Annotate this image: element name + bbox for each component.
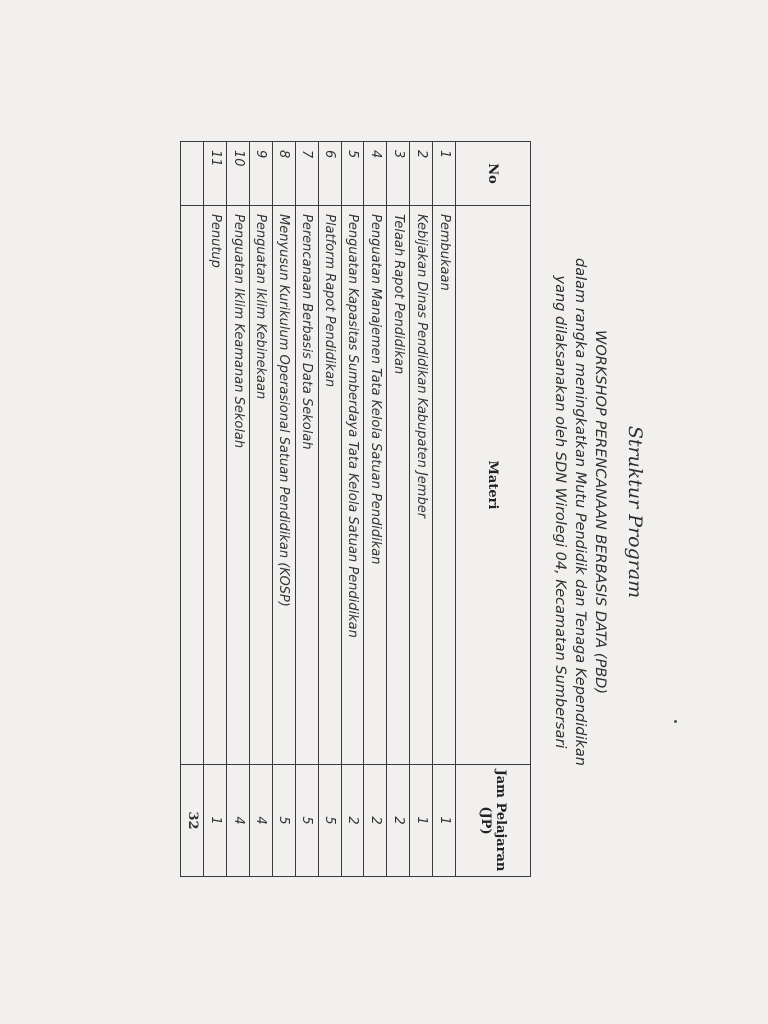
row-materi: Penguatan Manajemen Tata Kelola Satuan Pendidikan <box>364 206 387 765</box>
scan-speck <box>674 720 677 723</box>
subtitle-line-2: dalam rangka meningkatkan Mutu Pendidik dan Tenaga Kependidikan <box>572 258 588 766</box>
row-no: 7 <box>295 142 318 206</box>
table-row <box>341 142 364 877</box>
table-row <box>227 142 250 877</box>
row-materi: Perencanaan Berbasis Data Sekolah <box>295 206 318 765</box>
row-materi: Telaah Rapot Pendidikan <box>387 206 410 765</box>
row-materi: Penguatan Kapasitas Sumberdaya Tata Kelola Satuan Pendidikan <box>341 206 364 765</box>
total-empty-cell <box>181 142 204 206</box>
table-row <box>204 142 227 877</box>
row-jp: 4 <box>249 765 272 877</box>
row-no: 1 <box>433 142 456 206</box>
row-materi: Penguatan Iklim Keamanan Sekolah <box>227 206 250 765</box>
header-no: No <box>456 142 531 206</box>
total-empty-cell <box>181 206 204 765</box>
row-materi: Pembukaan <box>433 206 456 765</box>
table-row <box>249 142 272 877</box>
row-no: 11 <box>204 142 227 206</box>
row-no: 5 <box>341 142 364 206</box>
program-table <box>180 141 531 877</box>
document-title: Struktur Program <box>624 425 646 599</box>
row-jp: 2 <box>387 765 410 877</box>
table-row <box>295 142 318 877</box>
row-jp: 4 <box>227 765 250 877</box>
total-jp: 32 <box>181 765 204 877</box>
row-no: 8 <box>272 142 295 206</box>
row-jp: 1 <box>410 765 433 877</box>
row-no: 9 <box>249 142 272 206</box>
row-jp: 1 <box>204 765 227 877</box>
row-materi: Platform Rapot Pendidikan <box>318 206 341 765</box>
row-no: 2 <box>410 142 433 206</box>
row-no: 6 <box>318 142 341 206</box>
header-jp: Jam Pelajaran (JP) <box>456 765 531 877</box>
row-no: 3 <box>387 142 410 206</box>
table-row <box>364 142 387 877</box>
row-materi: Penguatan Iklim Kebinekaan <box>249 206 272 765</box>
row-jp: 1 <box>433 765 456 877</box>
table-row <box>318 142 341 877</box>
subtitle-line-1: WORKSHOP PERENCANAAN BERBASIS DATA (PBD) <box>592 330 608 694</box>
row-jp: 5 <box>318 765 341 877</box>
table-row <box>433 142 456 877</box>
row-jp: 2 <box>364 765 387 877</box>
table-row <box>272 142 295 877</box>
row-materi: Kebijakan Dinas Pendidikan Kabupaten Jember <box>410 206 433 765</box>
row-jp: 5 <box>295 765 318 877</box>
row-materi: Menyusun Kurikulum Operasional Satuan Pendidikan (KOSP) <box>272 206 295 765</box>
table-row <box>387 142 410 877</box>
row-jp: 2 <box>341 765 364 877</box>
subtitle-line-3: yang dilaksanakan oleh SDN Wirolegi 04, Kecamatan Sumbersari <box>552 275 568 749</box>
total-row <box>181 142 204 877</box>
row-no: 4 <box>364 142 387 206</box>
row-no: 10 <box>227 142 250 206</box>
row-materi: Penutup <box>204 206 227 765</box>
table-row <box>410 142 433 877</box>
table-header-row <box>456 142 531 877</box>
row-jp: 5 <box>272 765 295 877</box>
header-materi: Materi <box>456 206 531 765</box>
